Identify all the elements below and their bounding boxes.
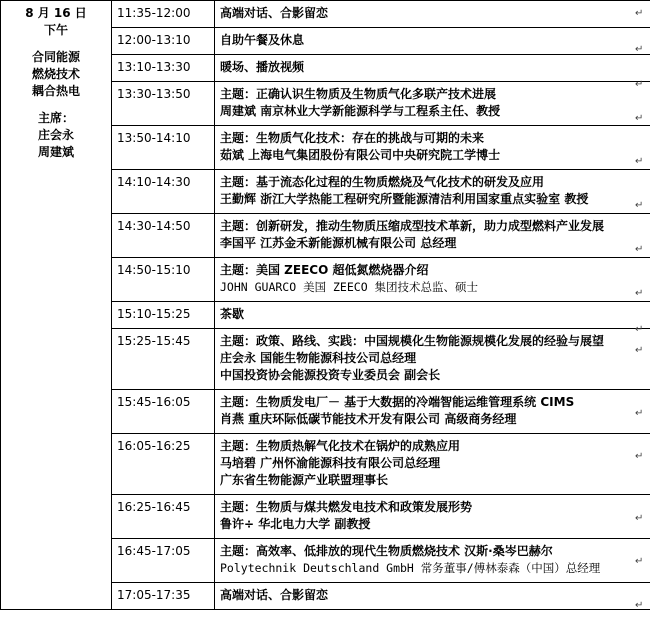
session-line: 主席：: [37, 111, 74, 125]
paragraph-mark: ↵: [635, 600, 644, 611]
session-title-cell: [1, 1, 112, 610]
content-line: 自助午餐及休息: [220, 33, 305, 47]
content-line: 主题：政策、路线、实践：中国规模化生物能源规模化发展的经验与展望: [220, 334, 605, 348]
content-line: 广东省生物能源产业联盟理事长: [220, 473, 389, 487]
content-line: 主题：生物质气化技术：存在的挑战与可期的未来: [220, 131, 485, 145]
content-cell: [215, 82, 650, 126]
time-cell: 16:05-16:25: [112, 434, 215, 495]
content-line: 高端对话、合影留恋: [220, 588, 329, 602]
content-line: 马培碧 广州怀渝能源科技有限公司总经理: [220, 456, 441, 470]
content-line: JOHN GUARCO 美国 ZEECO 集团技术总监、硕士: [220, 280, 479, 294]
paragraph-mark: ↵: [635, 345, 644, 356]
session-line: 燃烧技术: [31, 67, 80, 81]
content-line: 主题：生物质热解气化技术在锅炉的成熟应用: [220, 439, 461, 453]
content-line: 主题：生物质发电厂－ 基于大数据的冷端智能运维管理系统 CIMS: [220, 395, 575, 409]
time-cell: 16:45-17:05: [112, 539, 215, 583]
session-line: 下午: [43, 23, 68, 37]
paragraph-mark: ↵: [635, 200, 644, 211]
content-line: 鲁许÷ 华北电力大学 副教授: [220, 517, 371, 531]
content-line: 主题：高效率、低排放的现代生物质燃烧技术 汉斯·桑岑巴赫尔: [220, 544, 553, 558]
content-line: 主题：正确认识生物质及生物质气化多联产技术进展: [220, 87, 497, 101]
content-line: 肖燕 重庆环际低碳节能技术开发有限公司 高级商务经理: [220, 412, 517, 426]
paragraph-mark: ↵: [635, 44, 644, 55]
content-line: 李国平 江苏金禾新能源机械有限公司 总经理: [220, 236, 457, 250]
content-line: 茹斌 上海电气集团股份有限公司中央研究院工学博士: [220, 148, 501, 162]
paragraph-mark: ↵: [635, 324, 644, 335]
time-cell: 13:50-14:10: [112, 126, 215, 170]
time-cell: 17:05-17:35: [112, 583, 215, 610]
table-row: [1, 1, 650, 28]
content-line: 主题：基于流态化过程的生物质燃烧及气化技术的研发及应用: [220, 175, 545, 189]
time-cell: 13:30-13:50: [112, 82, 215, 126]
paragraph-mark: ↵: [635, 156, 644, 167]
session-line: 周建斌: [37, 145, 74, 159]
paragraph-mark: ↵: [635, 408, 644, 419]
content-line: 周建斌 南京林业大学新能源科学与工程系主任、教授: [220, 104, 501, 118]
time-cell: 14:10-14:30: [112, 170, 215, 214]
content-line: 主题：创新研发，推动生物质压缩成型技术革新，助力成型燃料产业发展: [220, 219, 605, 233]
spacer: [6, 100, 106, 110]
content-line: 茶歇: [220, 307, 245, 321]
content-cell: [215, 126, 650, 170]
content-cell: [215, 28, 650, 55]
content-cell: [215, 390, 650, 434]
session-line: 庄会永: [37, 128, 74, 142]
time-cell: 13:10-13:30: [112, 55, 215, 82]
content-cell: [215, 539, 650, 583]
content-line: 高端对话、合影留恋: [220, 6, 329, 20]
session-line: 合同能源: [31, 50, 80, 64]
paragraph-mark: ↵: [635, 451, 644, 462]
schedule-table-body: [1, 1, 650, 610]
paragraph-mark: ↵: [635, 8, 644, 19]
time-cell: 14:30-14:50: [112, 214, 215, 258]
paragraph-mark: ↵: [635, 513, 644, 524]
content-cell: [215, 495, 650, 539]
paragraph-mark: ↵: [635, 113, 644, 124]
content-line: 暖场、播放视频: [220, 60, 305, 74]
time-cell: 15:10-15:25: [112, 302, 215, 329]
content-line: 主题：生物质与煤共燃发电技术和政策发展形势: [220, 500, 473, 514]
content-cell: [215, 258, 650, 302]
content-cell: [215, 214, 650, 258]
session-line: 8 月 16 日: [25, 6, 87, 20]
time-cell: 14:50-15:10: [112, 258, 215, 302]
paragraph-mark: ↵: [635, 556, 644, 567]
content-cell: [215, 1, 650, 28]
content-line: 主题：美国 ZEECO 超低氮燃烧器介绍: [220, 263, 429, 277]
content-line: Polytechnik Deutschland GmbH 常务董事/傅林泰森（中国）总经理: [220, 561, 601, 575]
time-cell: 12:00-13:10: [112, 28, 215, 55]
content-line: 庄会永 国能生物能源科技公司总经理: [220, 351, 417, 365]
paragraph-mark: ↵: [635, 79, 644, 90]
content-cell: [215, 583, 650, 610]
content-cell: [215, 434, 650, 495]
session-line: 耦合热电: [31, 84, 80, 98]
content-line: 王勤辉 浙江大学热能工程研究所暨能源清洁利用国家重点实验室 教授: [220, 192, 589, 206]
spacer: [6, 39, 106, 49]
time-cell: 15:25-15:45: [112, 329, 215, 390]
content-line: 中国投资协会能源投资专业委员会 副会长: [220, 368, 441, 382]
content-cell: [215, 170, 650, 214]
time-cell: 15:45-16:05: [112, 390, 215, 434]
time-cell: 16:25-16:45: [112, 495, 215, 539]
content-cell: [215, 302, 650, 329]
content-cell: [215, 55, 650, 82]
paragraph-mark: ↵: [635, 244, 644, 255]
time-cell: 11:35-12:00: [112, 1, 215, 28]
paragraph-mark: ↵: [635, 288, 644, 299]
content-cell: [215, 329, 650, 390]
